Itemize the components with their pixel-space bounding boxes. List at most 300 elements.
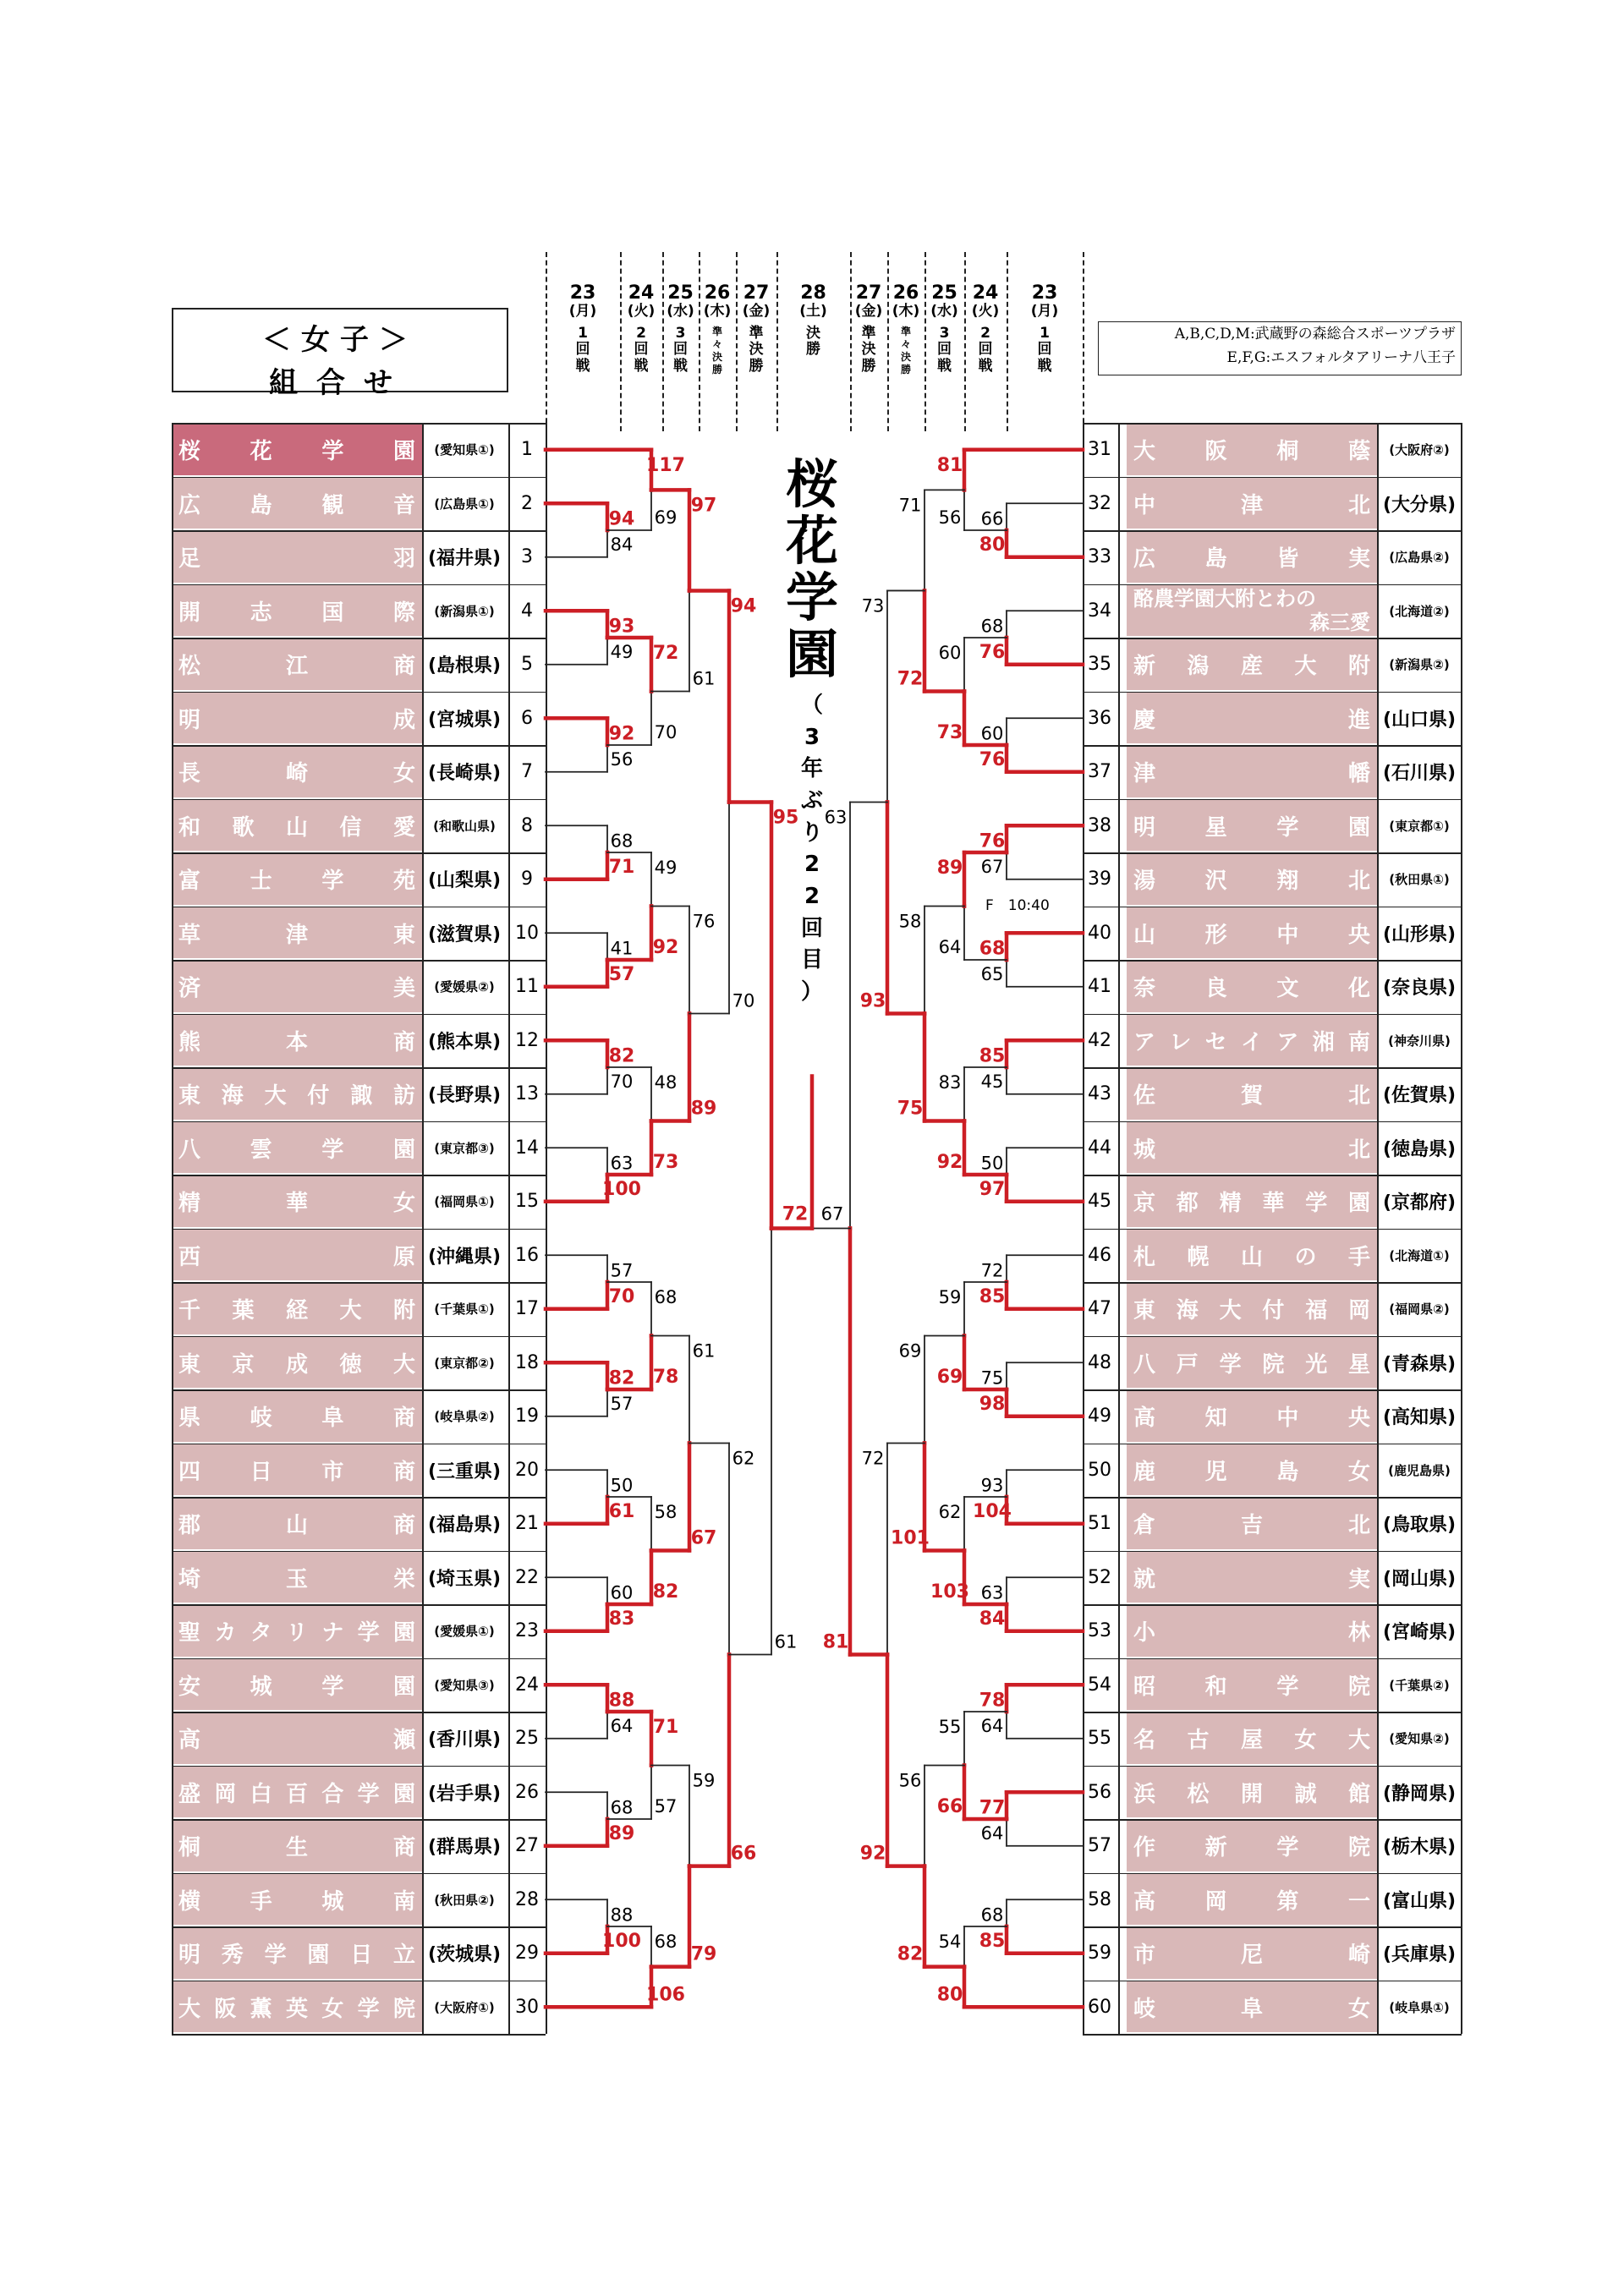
team-name-char: 岡 bbox=[1204, 1888, 1227, 1915]
team-name-char: 東 bbox=[1133, 1298, 1156, 1323]
team-name-char: 作 bbox=[1133, 1835, 1156, 1860]
left-score-label: 92 bbox=[652, 937, 679, 958]
header-round: 2 回 戦 bbox=[978, 324, 993, 375]
right-score-label: 56 bbox=[898, 1770, 922, 1791]
left-score-label: 117 bbox=[646, 454, 685, 476]
team-name-char: 商 bbox=[392, 1406, 415, 1431]
team-pref-right: (静岡県) bbox=[1382, 1783, 1457, 1805]
team-name-char: 学 bbox=[321, 1137, 344, 1163]
team-pref-left: (東京都③) bbox=[434, 1140, 495, 1156]
left-score-label: 89 bbox=[608, 1822, 635, 1844]
seed-number-right: 46 bbox=[1088, 1244, 1111, 1266]
team-name-char: 戸 bbox=[1176, 1351, 1199, 1378]
seed-number-right: 48 bbox=[1088, 1351, 1111, 1373]
left-score-label: 82 bbox=[652, 1581, 679, 1603]
seed-number-left: 15 bbox=[515, 1191, 539, 1212]
seed-number-right: 56 bbox=[1088, 1781, 1111, 1803]
team-name-char: 県 bbox=[178, 1406, 201, 1431]
right-score-label: 56 bbox=[938, 507, 962, 528]
team-name-char: 東 bbox=[178, 1351, 201, 1378]
left-score-label: 57 bbox=[610, 1393, 634, 1414]
header-date: 23 bbox=[569, 282, 596, 304]
seed-number-left: 18 bbox=[515, 1351, 539, 1373]
right-score-label: 62 bbox=[938, 1502, 962, 1522]
team-name-char: 良 bbox=[1204, 976, 1227, 1001]
left-score-label: 57 bbox=[610, 1260, 634, 1281]
team-name-char: 明 bbox=[178, 707, 201, 733]
team-pref-right: (兵庫県) bbox=[1382, 1944, 1457, 1965]
header-date: 27 bbox=[743, 282, 770, 304]
team-name-char: 羽 bbox=[392, 546, 415, 572]
left-score-label: 92 bbox=[608, 723, 635, 745]
team-name-char: 女 bbox=[1347, 1996, 1370, 2022]
team-name-char: 八 bbox=[1133, 1351, 1156, 1378]
team-name-char: 形 bbox=[1204, 922, 1227, 948]
right-score-label: 81 bbox=[936, 454, 963, 476]
team-name-char: 富 bbox=[178, 869, 201, 894]
team-pref-left: (福島県) bbox=[427, 1515, 502, 1536]
header-date: 25 bbox=[667, 282, 694, 304]
team-name-char: 学 bbox=[1219, 1351, 1242, 1378]
team-name-char: 阪 bbox=[214, 1996, 237, 2022]
team-pref-left: (愛知県①) bbox=[434, 442, 495, 458]
right-score-label: 59 bbox=[938, 1287, 962, 1307]
right-score-label: 101 bbox=[891, 1527, 930, 1549]
team-pref-right: (広島県②) bbox=[1389, 550, 1450, 565]
header-date: 25 bbox=[931, 282, 957, 304]
left-score-label: 100 bbox=[602, 1178, 641, 1200]
team-pref-left: (福岡県①) bbox=[434, 1194, 495, 1209]
team-pref-right: (北海道①) bbox=[1389, 1247, 1450, 1263]
left-score-label: 49 bbox=[654, 858, 678, 878]
team-name-char: 津 bbox=[1240, 492, 1263, 518]
team-pref-right: (佐賀県) bbox=[1382, 1085, 1457, 1106]
right-score-label: 77 bbox=[979, 1797, 1006, 1819]
team-pref-right: (新潟県②) bbox=[1389, 657, 1450, 672]
seed-number-right: 33 bbox=[1088, 546, 1111, 567]
seed-number-left: 17 bbox=[515, 1298, 539, 1319]
seed-number-left: 30 bbox=[515, 1996, 539, 2018]
right-score-label: 63 bbox=[824, 807, 848, 828]
seed-number-right: 51 bbox=[1088, 1513, 1111, 1534]
right-score-label: 71 bbox=[898, 495, 922, 516]
team-name-char: 合 bbox=[321, 1781, 344, 1807]
team-name-char: 手 bbox=[1347, 1244, 1370, 1270]
team-name-char: 大 bbox=[1219, 1298, 1242, 1323]
team-name-char: 桐 bbox=[178, 1835, 201, 1860]
team-name-char: 士 bbox=[250, 869, 272, 894]
team-name-char: 学 bbox=[1276, 814, 1299, 841]
seed-number-left: 28 bbox=[515, 1888, 539, 1910]
left-score-label: 68 bbox=[654, 1287, 678, 1307]
team-name-char: 林 bbox=[1347, 1620, 1370, 1646]
team-name-char: 岡 bbox=[1347, 1298, 1370, 1323]
seed-number-right: 41 bbox=[1088, 976, 1111, 997]
seed-number-left: 16 bbox=[515, 1244, 539, 1266]
team-pref-left: (埼玉県) bbox=[427, 1568, 502, 1590]
left-score-label: 58 bbox=[654, 1502, 678, 1522]
seed-number-left: 27 bbox=[515, 1835, 539, 1856]
team-name-char: の bbox=[1294, 1244, 1317, 1270]
header-round: 3 回 戦 bbox=[673, 324, 688, 375]
team-pref-left: (香川県) bbox=[427, 1729, 502, 1751]
team-name-char: 屋 bbox=[1240, 1728, 1263, 1753]
team-name-char: 名 bbox=[1133, 1728, 1156, 1753]
team-name-char: カ bbox=[214, 1620, 237, 1646]
team-pref-right: (石川県) bbox=[1382, 763, 1457, 784]
team-pref-right: (京都府) bbox=[1382, 1192, 1457, 1214]
header-weekday: (木) bbox=[703, 303, 732, 321]
left-score-label: 62 bbox=[732, 1448, 755, 1469]
header-round: 1 回 戦 bbox=[575, 324, 590, 375]
team-name-char: 商 bbox=[392, 1459, 415, 1485]
team-name-char: 児 bbox=[1204, 1459, 1227, 1485]
team-name-char: 広 bbox=[1133, 546, 1156, 572]
team-name-char: 中 bbox=[1133, 492, 1156, 518]
team-name-char: 小 bbox=[1133, 1620, 1156, 1646]
team-name-char: 大 bbox=[339, 1298, 362, 1323]
team-name-char: 一 bbox=[1347, 1888, 1370, 1915]
left-score-label: 79 bbox=[690, 1943, 717, 1965]
team-name-char: 学 bbox=[357, 1620, 380, 1646]
team-name-char: 北 bbox=[1347, 1137, 1370, 1163]
header-round: 2 回 戦 bbox=[634, 324, 649, 375]
left-score-label: 97 bbox=[690, 495, 717, 517]
team-name-char: 音 bbox=[392, 492, 415, 518]
right-score-label: 92 bbox=[859, 1843, 886, 1865]
left-score-label: 70 bbox=[610, 1071, 634, 1092]
team-pref-left: (群馬県) bbox=[427, 1837, 502, 1858]
header-round: 準 決 勝 bbox=[861, 324, 876, 375]
team-name-char: リ bbox=[285, 1620, 308, 1646]
left-score-label: 49 bbox=[610, 641, 634, 662]
left-score-label: 78 bbox=[652, 1367, 679, 1388]
team-name-char: 園 bbox=[307, 1943, 330, 1968]
team-name-char: 開 bbox=[1240, 1781, 1263, 1807]
seed-number-right: 32 bbox=[1088, 492, 1111, 514]
team-name-char: 横 bbox=[178, 1888, 201, 1915]
team-name-char: 百 bbox=[285, 1781, 308, 1807]
right-score-label: 85 bbox=[979, 1045, 1006, 1067]
team-name-char: 院 bbox=[392, 1996, 415, 2022]
seed-number-left: 1 bbox=[521, 439, 533, 460]
team-name-char: 本 bbox=[285, 1029, 308, 1055]
team-pref-right: (東京都①) bbox=[1389, 818, 1450, 834]
right-score-label: 75 bbox=[897, 1098, 924, 1120]
team-name-char: 館 bbox=[1347, 1781, 1370, 1807]
team-name-char: 高 bbox=[178, 1728, 201, 1753]
team-name-char: 商 bbox=[392, 1835, 415, 1860]
team-name-char: 熊 bbox=[178, 1029, 201, 1055]
header-date: 24 bbox=[628, 282, 655, 304]
left-score-label: 68 bbox=[610, 1797, 634, 1818]
team-name-char: 山 bbox=[1133, 922, 1156, 948]
team-name-char: 札 bbox=[1133, 1244, 1156, 1270]
left-score-label: 56 bbox=[610, 748, 634, 770]
left-score-label: 61 bbox=[774, 1631, 798, 1652]
team-name-char: 岐 bbox=[250, 1406, 272, 1431]
team-name-char: 阜 bbox=[321, 1406, 344, 1431]
team-pref-left: (新潟県①) bbox=[434, 603, 495, 619]
right-score-label: 84 bbox=[979, 1608, 1006, 1630]
team-name-char: 慶 bbox=[1133, 707, 1156, 733]
right-score-label: 103 bbox=[930, 1581, 969, 1603]
right-score-label: 72 bbox=[980, 1260, 1004, 1281]
left-score-label: 67 bbox=[690, 1527, 717, 1549]
team-name-char: 山 bbox=[285, 1513, 308, 1538]
seed-number-right: 55 bbox=[1088, 1728, 1111, 1749]
team-name-char: 奈 bbox=[1133, 976, 1156, 1001]
team-name-char: セ bbox=[1204, 1029, 1227, 1055]
right-score-label: 75 bbox=[980, 1367, 1004, 1389]
right-score-label: 66 bbox=[980, 508, 1004, 529]
team-name-char: 進 bbox=[1347, 707, 1370, 733]
team-name-char: 葉 bbox=[232, 1298, 255, 1323]
team-pref-left: (広島県①) bbox=[434, 496, 495, 512]
seed-number-left: 11 bbox=[515, 976, 539, 997]
right-score-label: 64 bbox=[938, 937, 962, 957]
team-pref-left: (愛媛県①) bbox=[434, 1624, 495, 1639]
right-score-label: 73 bbox=[936, 722, 963, 743]
team-name-char: 成 bbox=[285, 1351, 308, 1378]
header-round: 決 勝 bbox=[806, 324, 820, 359]
team-name-char: 明 bbox=[1133, 814, 1156, 841]
team-name-char: 中 bbox=[1276, 922, 1299, 948]
team-pref-right: (千葉県②) bbox=[1389, 1677, 1450, 1693]
team-name-char: 成 bbox=[392, 707, 415, 733]
team-name-char: 賀 bbox=[1240, 1083, 1263, 1109]
team-name-char: ア bbox=[1133, 1029, 1156, 1055]
seed-number-right: 60 bbox=[1088, 1996, 1111, 2018]
team-name-char: 際 bbox=[392, 600, 415, 626]
team-pref-right: (愛知県②) bbox=[1389, 1731, 1450, 1746]
right-score-label: 78 bbox=[979, 1690, 1006, 1712]
header-round: 準 決 勝 bbox=[749, 324, 764, 375]
left-score-label: 71 bbox=[652, 1717, 679, 1738]
left-score-label: 69 bbox=[654, 507, 678, 528]
team-name-char: 園 bbox=[392, 1781, 415, 1807]
right-score-label: 80 bbox=[979, 534, 1006, 556]
team-pref-left: (宮城県) bbox=[427, 709, 502, 731]
champion-name: 桜 花 学 園 bbox=[785, 453, 838, 685]
team-name-char: 東 bbox=[178, 1083, 201, 1109]
team-name-line: 森三愛 bbox=[1309, 611, 1370, 634]
left-score-label: 70 bbox=[732, 990, 755, 1011]
seed-number-right: 54 bbox=[1088, 1674, 1111, 1696]
team-name-char: 大 bbox=[1347, 1728, 1370, 1753]
team-name-char: 知 bbox=[1204, 1406, 1227, 1431]
right-score-label: 76 bbox=[979, 748, 1006, 770]
team-name-char: 院 bbox=[1262, 1351, 1285, 1378]
team-pref-right: (岐阜県①) bbox=[1389, 1999, 1450, 2015]
header-date: 24 bbox=[972, 282, 999, 304]
seed-number-right: 37 bbox=[1088, 761, 1111, 782]
team-name-char: 学 bbox=[357, 1996, 380, 2022]
team-name-char: 明 bbox=[178, 1943, 201, 1968]
left-score-label: 57 bbox=[654, 1796, 678, 1817]
left-score-label: 61 bbox=[692, 1340, 716, 1362]
team-name-char: 光 bbox=[1305, 1351, 1328, 1378]
team-name-char: 附 bbox=[1347, 654, 1370, 679]
team-name-char: 西 bbox=[178, 1244, 201, 1270]
team-name-char: 学 bbox=[357, 1781, 380, 1807]
left-score-label: 100 bbox=[602, 1930, 641, 1952]
left-score-label: 94 bbox=[730, 595, 757, 617]
team-name-char: 埼 bbox=[178, 1566, 201, 1592]
team-pref-right: (宮崎県) bbox=[1382, 1622, 1457, 1643]
team-name-char: 昭 bbox=[1133, 1674, 1156, 1700]
team-name-char: 瀬 bbox=[392, 1728, 415, 1753]
team-name-char: 市 bbox=[1133, 1943, 1156, 1968]
team-name-char: 園 bbox=[392, 439, 415, 464]
team-name-char: 千 bbox=[178, 1298, 201, 1323]
team-name-char: 花 bbox=[250, 439, 272, 464]
team-name-char: 白 bbox=[250, 1781, 272, 1807]
team-name-char: 鹿 bbox=[1133, 1459, 1156, 1485]
team-name-char: 原 bbox=[392, 1244, 415, 1270]
team-name-char: 商 bbox=[392, 654, 415, 679]
seed-number-left: 24 bbox=[515, 1674, 539, 1696]
left-score-label: 60 bbox=[610, 1582, 634, 1603]
team-name-char: 誠 bbox=[1294, 1781, 1317, 1807]
team-name-char: 城 bbox=[1133, 1137, 1156, 1163]
right-score-label: 83 bbox=[938, 1072, 962, 1093]
team-name-char: 京 bbox=[232, 1351, 255, 1378]
team-name-char: 学 bbox=[321, 869, 344, 894]
right-score-label: 89 bbox=[936, 858, 963, 879]
right-score-label: 80 bbox=[936, 1984, 963, 2006]
header-weekday: (土) bbox=[799, 303, 827, 321]
team-name-char: 吉 bbox=[1240, 1513, 1263, 1538]
team-name-char: レ bbox=[1169, 1029, 1192, 1055]
seed-number-right: 42 bbox=[1088, 1029, 1111, 1051]
seed-number-right: 39 bbox=[1088, 869, 1111, 890]
seed-number-left: 23 bbox=[515, 1620, 539, 1641]
team-name-char: 新 bbox=[1133, 654, 1156, 679]
seed-number-right: 43 bbox=[1088, 1083, 1111, 1104]
team-name-char: 大 bbox=[264, 1083, 287, 1109]
team-name-char: ナ bbox=[321, 1620, 344, 1646]
right-score-label: 55 bbox=[938, 1717, 962, 1737]
team-name-char: 学 bbox=[1276, 1674, 1299, 1700]
team-name-char: 福 bbox=[1305, 1298, 1328, 1323]
team-pref-left: (三重県) bbox=[427, 1460, 502, 1482]
team-name-char: 北 bbox=[1347, 1513, 1370, 1538]
left-score-label: 106 bbox=[646, 1984, 685, 2006]
team-name-char: 和 bbox=[1204, 1674, 1227, 1700]
right-score-label: 72 bbox=[897, 668, 924, 690]
team-name-char: 山 bbox=[1240, 1244, 1263, 1270]
seed-number-left: 14 bbox=[515, 1137, 539, 1159]
seed-number-left: 5 bbox=[521, 654, 533, 675]
header-weekday: (木) bbox=[892, 303, 920, 321]
left-score-label: 63 bbox=[610, 1153, 634, 1174]
team-pref-right: (岡山県) bbox=[1382, 1568, 1457, 1590]
venue-line2: E,F,G:エスフォルタアリーナ八王子 bbox=[1226, 349, 1456, 366]
left-score-label: 64 bbox=[610, 1715, 634, 1736]
team-name-char: 島 bbox=[1204, 546, 1227, 572]
right-score-label: 92 bbox=[936, 1152, 963, 1173]
seed-number-right: 35 bbox=[1088, 654, 1111, 675]
right-score-label: 76 bbox=[979, 830, 1006, 852]
seed-number-right: 36 bbox=[1088, 707, 1111, 729]
team-name-char: 足 bbox=[178, 546, 201, 572]
seed-number-left: 10 bbox=[515, 922, 539, 944]
team-name-char: 阜 bbox=[1240, 1996, 1263, 2022]
team-name-char: 手 bbox=[250, 1888, 272, 1915]
team-name-char: 華 bbox=[285, 1191, 308, 1216]
header-date: 28 bbox=[800, 282, 826, 304]
seed-number-left: 26 bbox=[515, 1781, 539, 1803]
right-score-label: 58 bbox=[898, 911, 922, 932]
team-name-char: 幌 bbox=[1187, 1244, 1210, 1270]
team-name-char: 日 bbox=[250, 1459, 272, 1485]
team-name-char: 南 bbox=[1347, 1029, 1370, 1055]
team-pref-left: (島根県) bbox=[427, 655, 502, 677]
right-score-label: 67 bbox=[980, 856, 1004, 877]
team-name-char: 京 bbox=[1133, 1191, 1156, 1216]
right-score-label: 54 bbox=[938, 1932, 962, 1952]
champion-block bbox=[778, 453, 846, 1009]
team-pref-left: (福井県) bbox=[427, 548, 502, 569]
seed-number-left: 19 bbox=[515, 1406, 539, 1427]
team-pref-left: (東京都②) bbox=[434, 1355, 495, 1371]
team-name-char: 園 bbox=[392, 1620, 415, 1646]
team-name-char: 女 bbox=[321, 1996, 344, 2022]
team-name-char: 化 bbox=[1347, 976, 1370, 1001]
team-name-char: 古 bbox=[1187, 1728, 1210, 1753]
final-score-left: 72 bbox=[782, 1203, 809, 1225]
team-name-char: 愛 bbox=[392, 814, 415, 841]
seed-number-right: 49 bbox=[1088, 1406, 1111, 1427]
right-score-label: 60 bbox=[938, 643, 962, 663]
team-name-char: 開 bbox=[178, 600, 201, 626]
right-score-label: 66 bbox=[936, 1796, 963, 1817]
seed-number-left: 9 bbox=[521, 869, 533, 890]
team-name-char: 苑 bbox=[392, 869, 415, 894]
team-name-char: 都 bbox=[1176, 1191, 1199, 1216]
team-name-char: 学 bbox=[1276, 1835, 1299, 1860]
seed-number-left: 8 bbox=[521, 814, 533, 836]
right-score-label: 104 bbox=[973, 1500, 1012, 1522]
team-name-char: 星 bbox=[1347, 1351, 1370, 1378]
team-name-char: 海 bbox=[221, 1083, 244, 1109]
right-score-label: 64 bbox=[980, 1822, 1004, 1844]
team-name-char: 経 bbox=[285, 1298, 308, 1323]
team-name-char: 付 bbox=[307, 1083, 330, 1109]
team-name-char: 南 bbox=[392, 1888, 415, 1915]
header-round: 準 々 決 勝 bbox=[900, 325, 911, 375]
team-name-char: タ bbox=[250, 1620, 272, 1646]
team-name-char: 美 bbox=[392, 976, 415, 1001]
team-name-char: 国 bbox=[321, 600, 344, 626]
right-score-label: 85 bbox=[979, 1285, 1006, 1307]
team-pref-left: (滋賀県) bbox=[427, 923, 502, 945]
team-name-char: 学 bbox=[264, 1943, 287, 1968]
right-score-label: 68 bbox=[979, 938, 1006, 960]
right-score-label: 98 bbox=[979, 1393, 1006, 1415]
seed-number-right: 45 bbox=[1088, 1191, 1111, 1212]
right-score-label: 65 bbox=[980, 963, 1004, 984]
seed-number-right: 38 bbox=[1088, 814, 1111, 836]
team-name-char: 学 bbox=[321, 1674, 344, 1700]
right-score-label: 69 bbox=[898, 1340, 922, 1362]
team-name-char: 郡 bbox=[178, 1513, 201, 1538]
team-name-char: 実 bbox=[1347, 546, 1370, 572]
team-name-char: 大 bbox=[178, 1996, 201, 2022]
team-name-char: 松 bbox=[178, 654, 201, 679]
team-name-char: 付 bbox=[1262, 1298, 1285, 1323]
